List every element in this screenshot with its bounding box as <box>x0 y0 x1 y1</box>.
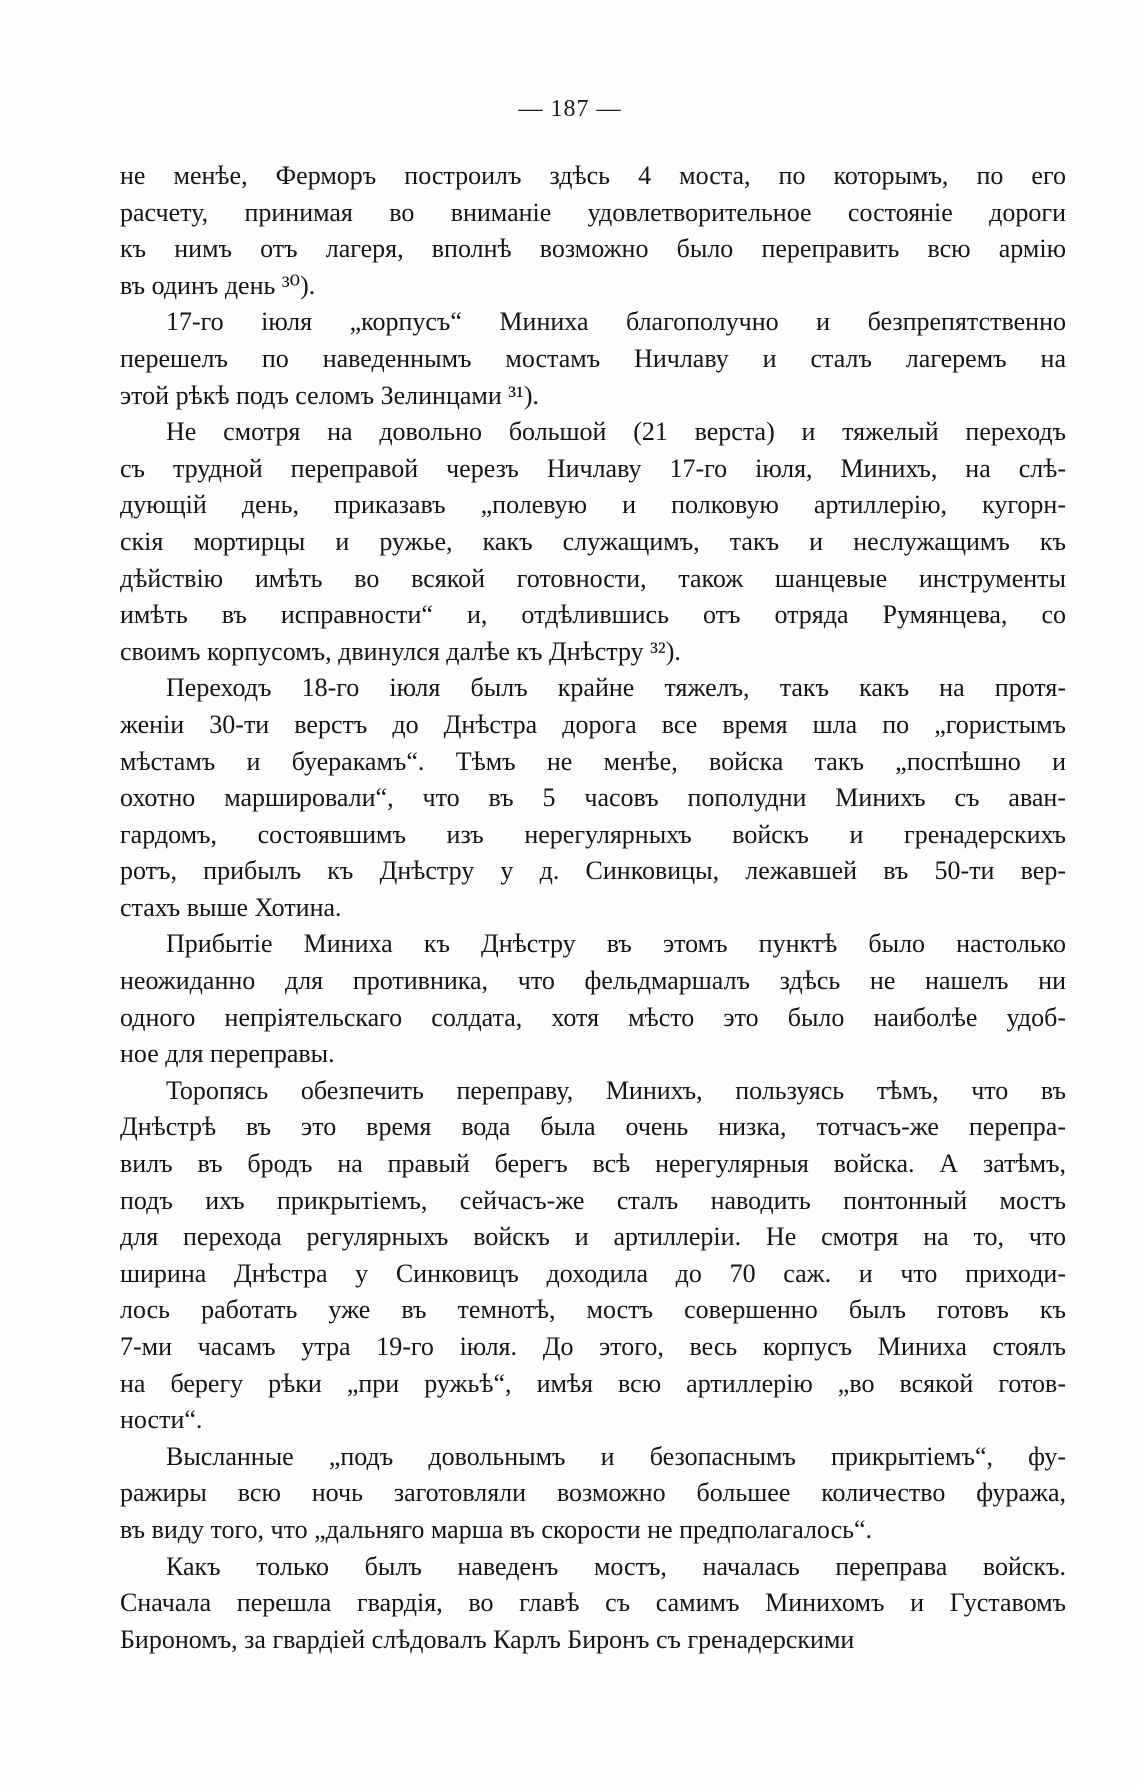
text-line: не менѣе, Ферморъ построилъ здѣсь 4 моста, по которымъ, по его <box>120 161 1066 190</box>
text-line: для перехода регулярныхъ войскъ и артиллеріи. Не смотря на то, что <box>120 1222 1066 1252</box>
text-line: подъ ихъ прикрытіемъ, сейчасъ-же сталъ наводить понтонный мостъ <box>120 1185 1066 1215</box>
paragraph <box>120 1439 1066 1549</box>
text-line: 7-ми часамъ утра 19-го іюля. До этого, весь корпусъ Миниха стоялъ <box>120 1332 1066 1361</box>
text-line: Какъ только былъ наведенъ мостъ, началась переправа войскъ. <box>166 1551 1066 1581</box>
text-line: Переходъ 18-го іюля былъ крайне тяжелъ, такъ какъ на протя- <box>166 673 1066 703</box>
text-line: охотно маршировали“, что въ 5 часовъ пополудни Минихъ съ аван- <box>120 783 1066 813</box>
paragraph <box>120 926 1066 1072</box>
text-line: перешелъ по наведеннымъ мостамъ Ничлаву и сталъ лагеремъ на <box>120 343 1066 373</box>
text-line: къ нимъ отъ лагеря, вполнѣ возможно было переправить всю армію <box>120 234 1066 264</box>
text-line: этой рѣкѣ подъ селомъ Зелинцами ³¹). <box>120 380 540 410</box>
paragraph <box>120 1073 1066 1439</box>
paragraph <box>120 414 1066 670</box>
text-line: Прибытіе Миниха къ Днѣстру въ этомъ пунктѣ было настолько <box>166 929 1066 959</box>
text-line: на берегу рѣки „при ружьѣ“, имѣя всю артиллерію „во всякой готов- <box>120 1368 1066 1398</box>
text-line: 17-го іюля „корпусъ“ Миниха благополучно и безпрепятственно <box>166 307 1066 337</box>
text-line: въ виду того, что „дальняго марша въ скорости не предполагалось“. <box>120 1514 873 1544</box>
text-line: ширина Днѣстра у Синковицъ доходила до 70 саж. и что приходи- <box>120 1258 1066 1288</box>
paragraph <box>120 1549 1066 1659</box>
text-line: расчету, принимая во вниманіе удовлетворительное состояніе дороги <box>120 197 1066 227</box>
text-line: Сначала перешла гвардія, во главѣ съ самимъ Минихомъ и Густавомъ <box>120 1588 1066 1618</box>
text-line: Торопясь обезпечить переправу, Минихъ, пользуясь тѣмъ, что въ <box>166 1075 1066 1105</box>
text-line: мѣстамъ и буеракамъ“. Тѣмъ не менѣе, войска такъ „поспѣшно и <box>120 746 1066 776</box>
text-line: гардомъ, состоявшимъ изъ нерегулярныхъ войскъ и гренадерскихъ <box>120 819 1066 849</box>
text-line: неожиданно для противника, что фельдмаршалъ здѣсь не нашелъ ни <box>120 966 1066 996</box>
text-line: женіи 30-ти верстъ до Днѣстра дорога все время шла по „гористымъ <box>120 709 1066 739</box>
text-line: своимъ корпусомъ, двинулся далѣе къ Днѣстру ³²). <box>120 636 681 666</box>
text-line: Не смотря на довольно большой (21 верста) и тяжелый переходъ <box>166 417 1066 447</box>
text-line: лось работать уже въ темнотѣ, мостъ совершенно былъ готовъ къ <box>120 1295 1066 1325</box>
page-number: — 187 — <box>518 96 622 122</box>
text-line: Бирономъ, за гвардіей слѣдовалъ Карлъ Биронъ съ гренадерскими <box>120 1624 855 1654</box>
text-line: ности“. <box>120 1405 203 1435</box>
text-line: одного непріятельскаго солдата, хотя мѣсто это было наиболѣе удоб- <box>120 1002 1066 1032</box>
text-line: скія мортирцы и ружье, какъ служащимъ, такъ и неслужащимъ къ <box>120 526 1066 556</box>
text-line: вилъ въ бродъ на правый берегъ всѣ нерегулярныя войска. А затѣмъ, <box>120 1149 1066 1179</box>
paragraph <box>120 304 1066 414</box>
text-line: ротъ, прибылъ къ Днѣстру у д. Синковицы, лежавшей въ 50-ти вер- <box>120 856 1066 886</box>
paragraph <box>120 670 1066 926</box>
text-line: ражиры всю ночь заготовляли возможно большее количество фуража, <box>120 1478 1066 1508</box>
text-line: имѣть въ исправности“ и, отдѣлившись отъ отряда Румянцева, со <box>120 600 1066 630</box>
body-text <box>120 158 1066 1658</box>
text-line: въ одинъ день ³⁰). <box>120 270 316 300</box>
text-line: съ трудной переправой черезъ Ничлаву 17-го іюля, Минихъ, на слѣ- <box>120 453 1066 483</box>
text-line: Днѣстрѣ въ это время вода была очень низка, тотчасъ-же перепра- <box>120 1112 1066 1142</box>
text-line: стахъ выше Хотина. <box>120 892 342 922</box>
paragraph <box>120 158 1066 304</box>
text-line: дѣйствію имѣть во всякой готовности, також шанцевые инструменты <box>120 563 1066 593</box>
text-line: ное для переправы. <box>120 1039 335 1069</box>
text-line: Высланные „подъ довольнымъ и безопаснымъ прикрытіемъ“, фу- <box>166 1441 1066 1471</box>
text-line: дующій день, приказавъ „полевую и полковую артиллерію, кугорн- <box>120 490 1066 520</box>
